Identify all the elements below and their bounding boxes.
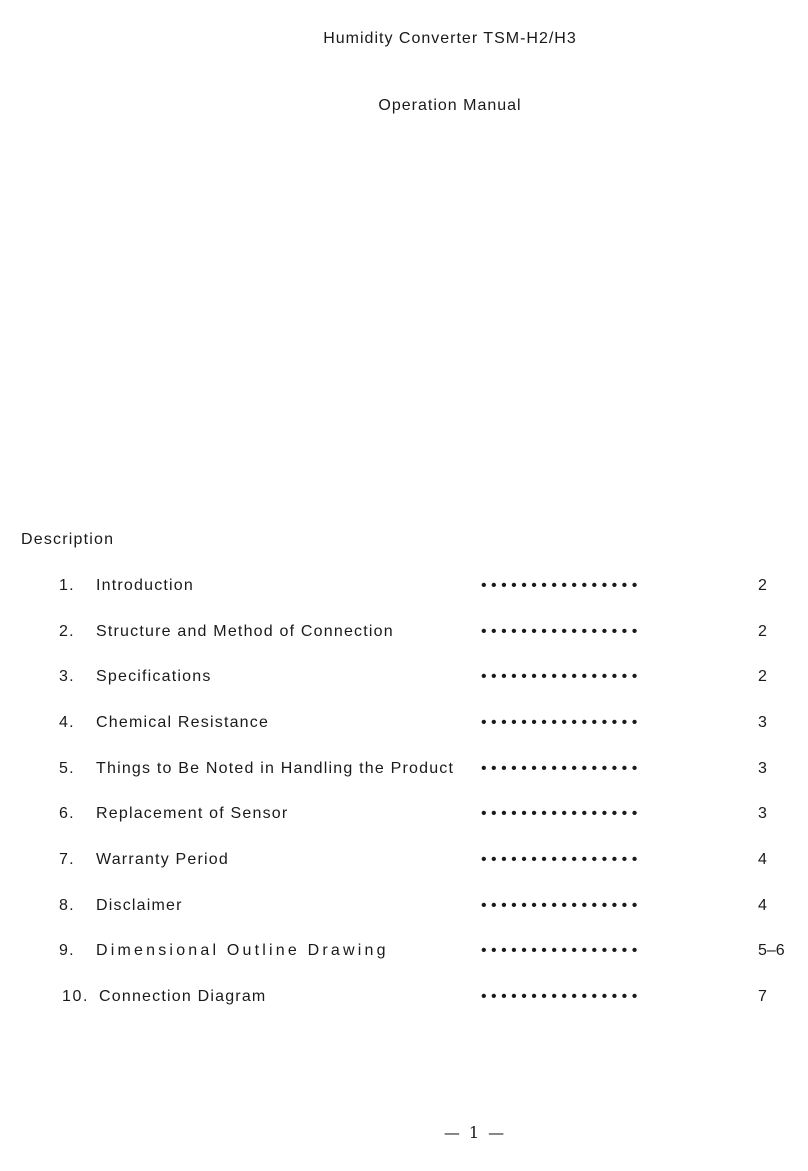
- toc-item-page: 3: [758, 805, 767, 822]
- toc-leader-dots: • • • • • • • • • • • • • • • •: [481, 623, 638, 640]
- toc-item-sensor-replacement: [0, 805, 808, 829]
- toc-leader-dots: • • • • • • • • • • • • • • • •: [481, 805, 638, 822]
- toc-item-page: 2: [758, 623, 767, 640]
- toc-item-title: Disclaimer: [96, 897, 183, 914]
- toc-item-title: Dimensional Outline Drawing: [96, 942, 389, 959]
- toc-item-outline-drawing: [0, 942, 808, 966]
- page-number: — 1 —: [443, 1123, 507, 1142]
- toc-item-number: 10.: [62, 988, 90, 1005]
- toc-leader-dots: • • • • • • • • • • • • • • • •: [481, 897, 638, 914]
- toc-item-connection-diagram: [0, 988, 808, 1012]
- toc-item-title: Warranty Period: [96, 851, 229, 868]
- toc-item-page: 3: [758, 760, 767, 777]
- toc-leader-dots: • • • • • • • • • • • • • • • •: [481, 714, 638, 731]
- toc-item-title: Connection Diagram: [99, 988, 267, 1005]
- toc-item-number: 8.: [59, 897, 75, 914]
- toc-item-page: 3: [758, 714, 767, 731]
- toc-item-number: 2.: [59, 623, 75, 640]
- toc-item-number: 4.: [59, 714, 75, 731]
- toc-leader-dots: • • • • • • • • • • • • • • • •: [481, 668, 638, 685]
- toc-item-disclaimer: [0, 897, 808, 921]
- toc-leader-dots: • • • • • • • • • • • • • • • •: [481, 760, 638, 777]
- toc-item-number: 7.: [59, 851, 75, 868]
- toc-item-introduction: [0, 577, 808, 601]
- toc-item-title: Introduction: [96, 577, 195, 594]
- toc-item-number: 9.: [59, 942, 75, 959]
- toc-item-number: 5.: [59, 760, 75, 777]
- toc-heading: Description: [21, 531, 115, 548]
- toc-leader-dots: • • • • • • • • • • • • • • • •: [481, 851, 638, 868]
- toc-item-title: Replacement of Sensor: [96, 805, 289, 822]
- toc-item-chemical-resistance: [0, 714, 808, 738]
- toc-item-page: 7: [758, 988, 767, 1005]
- document-title: Humidity Converter TSM-H2/H3: [323, 30, 577, 47]
- toc-item-page: 2: [758, 577, 767, 594]
- toc-item-page: 5–6: [758, 942, 785, 959]
- toc-leader-dots: • • • • • • • • • • • • • • • •: [481, 577, 638, 594]
- toc-item-specifications: [0, 668, 808, 692]
- toc-item-title: Things to Be Noted in Handling the Product: [96, 760, 455, 777]
- toc-item-number: 3.: [59, 668, 75, 685]
- toc-item-warranty: [0, 851, 808, 875]
- toc-item-title: Structure and Method of Connection: [96, 623, 394, 640]
- toc-item-structure: [0, 623, 808, 647]
- toc-item-page: 4: [758, 851, 767, 868]
- toc-item-page: 4: [758, 897, 767, 914]
- toc-leader-dots: • • • • • • • • • • • • • • • •: [481, 988, 638, 1005]
- toc-item-title: Chemical Resistance: [96, 714, 270, 731]
- toc-item-number: 6.: [59, 805, 75, 822]
- document-subtitle: Operation Manual: [378, 97, 522, 114]
- toc-item-page: 2: [758, 668, 767, 685]
- toc-item-handling: [0, 760, 808, 784]
- toc-item-title: Specifications: [96, 668, 212, 685]
- toc-item-number: 1.: [59, 577, 75, 594]
- toc-leader-dots: • • • • • • • • • • • • • • • •: [481, 942, 638, 959]
